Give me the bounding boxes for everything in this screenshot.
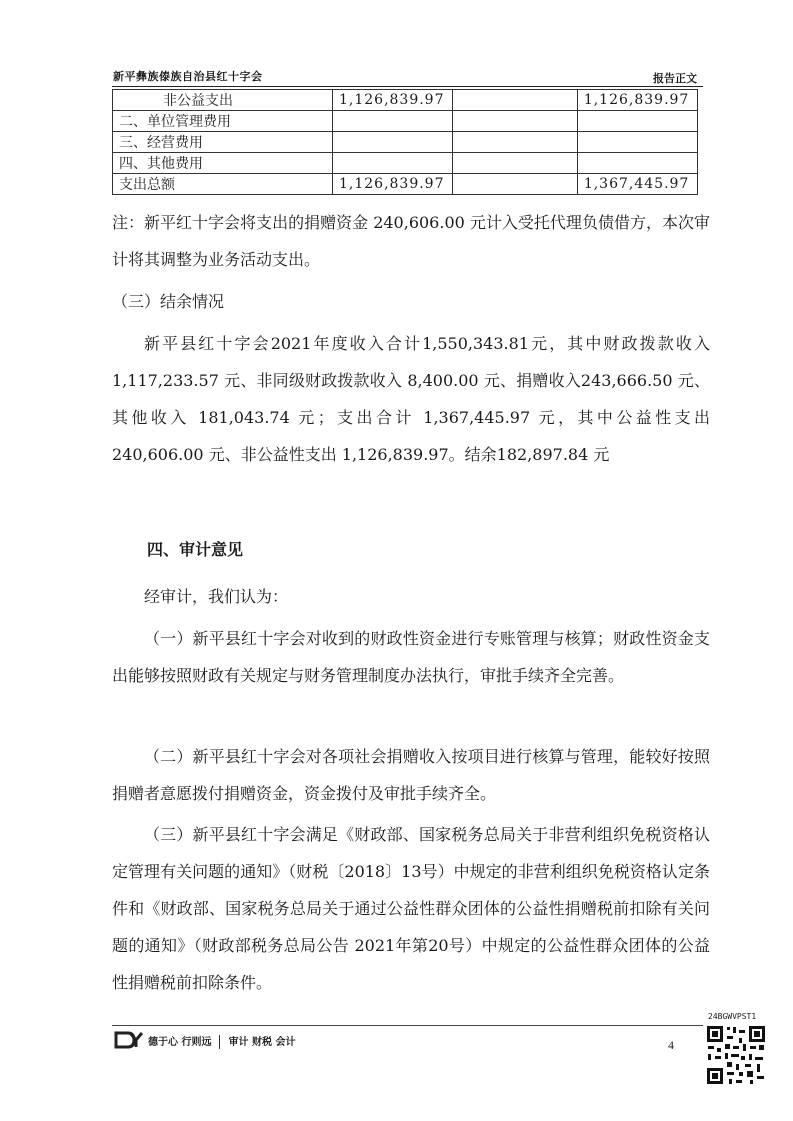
row-label: 三、经营费用 xyxy=(113,132,333,153)
footer-divider xyxy=(219,1035,220,1049)
opinion-1: （一）新平县红十字会对收到的财政性资金进行专账管理与核算；财政性资金支出能够按照财政有关规定与财务管理制度办法执行，审批手续齐全完善。 xyxy=(112,629,710,685)
row-label: 二、单位管理费用 xyxy=(113,111,333,132)
qr-code-icon[interactable] xyxy=(705,1024,767,1086)
cell-amount-c: 1,367,445.97 xyxy=(577,174,697,195)
opinion-3: （三）新平县红十字会满足《财政部、国家税务总局关于非营利组织免税资格认定管理有关问题的通知》（财税〔2018〕13号）中规定的非营利组织免税资格认定条件和《财政部、国家税务总局关于通过公益性群众团体的公益性捐赠税前扣除有关问题的通知》（财政部税务总局公告 2021年第20号）中规定的公益性群众团体的公益性捐赠税前扣除条件。 xyxy=(112,825,710,992)
cell-amount-a xyxy=(332,111,452,132)
cell-amount-a: 1,126,839.97 xyxy=(332,90,452,111)
table-row xyxy=(113,111,698,132)
cell-amount-a xyxy=(332,132,452,153)
table-row xyxy=(113,174,698,195)
table-row xyxy=(113,90,698,111)
table-row xyxy=(113,153,698,174)
section3-body: 新平县红十字会2021年度收入合计1,550,343.81元，其中财政拨款收入 1,117,233.57 元、非同级财政拨款收入 8,400.00 元、捐赠收入243,666.50 元、其他收入 181,043.74 元；支出合计 1,367,445.97 元，其中公益性支出 240,606.00 元、非公益性支出 1,126,839.97。结余182,897.84 元 xyxy=(112,334,710,464)
cell-amount-b xyxy=(453,174,578,195)
cell-amount-b xyxy=(453,90,578,111)
cell-amount-a xyxy=(332,153,452,174)
cell-amount-c xyxy=(577,132,697,153)
cell-amount-b xyxy=(453,153,578,174)
firm-logo-icon xyxy=(114,1030,144,1050)
footer-services: 审计 财税 会计 xyxy=(228,1037,296,1048)
verification-code: 24BGWVPST1 xyxy=(708,1012,757,1021)
row-label: 四、其他费用 xyxy=(113,153,333,174)
cell-amount-c xyxy=(577,153,697,174)
cell-amount-b xyxy=(453,111,578,132)
expenditure-table xyxy=(112,89,698,195)
cell-amount-a: 1,126,839.97 xyxy=(332,174,452,195)
table-note: 注：新平红十字会将支出的捐赠资金 240,606.00 元计入受托代理负债借方，本次审计将其调整为业务活动支出。 xyxy=(112,213,710,269)
footer-rule xyxy=(112,1025,703,1026)
footer-slogan: 德于心 行则远 xyxy=(148,1037,212,1048)
table-row xyxy=(113,132,698,153)
row-label: 支出总额 xyxy=(113,174,333,195)
cell-amount-b xyxy=(453,132,578,153)
header-org-name: 新平彝族傣族自治县红十字会 xyxy=(113,70,263,83)
section4-title: 四、审计意见 xyxy=(147,540,244,559)
cell-amount-c: 1,126,839.97 xyxy=(577,90,697,111)
cell-amount-c xyxy=(577,111,697,132)
row-label: 非公益支出 xyxy=(113,90,333,111)
opinion-2: （二）新平县红十字会对各项社会捐赠收入按项目进行核算与管理，能较好按照捐赠者意愿拨付捐赠资金，资金拨付及审批手续齐全。 xyxy=(112,747,710,803)
header-rule xyxy=(112,86,703,87)
opinion-intro: 经审计，我们认为： xyxy=(144,587,289,606)
footer-slogan-area xyxy=(148,1033,295,1049)
page-number: 4 xyxy=(668,1038,674,1052)
section3-title: （三）结余情况 xyxy=(112,292,225,311)
header-report-type: 报告正文 xyxy=(653,72,697,85)
